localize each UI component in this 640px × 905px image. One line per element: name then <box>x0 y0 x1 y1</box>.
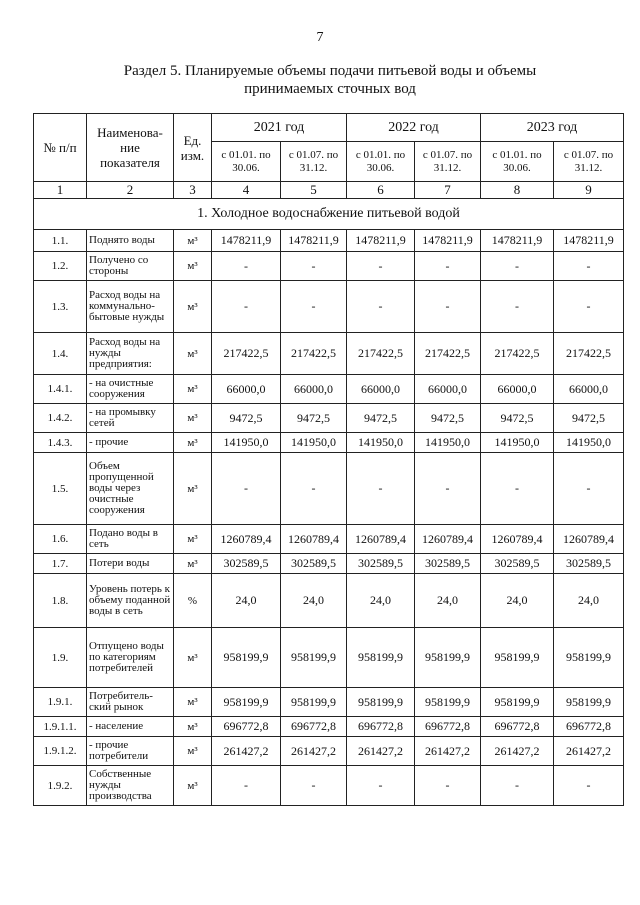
header-period: с 01.07. по 31.12. <box>554 142 624 182</box>
row-value: 261427,2 <box>481 737 554 766</box>
row-value: 1260789,4 <box>415 525 481 554</box>
row-code: 1.9.1. <box>34 688 87 717</box>
row-value: 958199,9 <box>347 628 415 688</box>
row-unit: м³ <box>174 525 212 554</box>
row-value: - <box>347 252 415 281</box>
row-name: Поднято воды <box>87 230 174 252</box>
row-value: 958199,9 <box>281 628 347 688</box>
row-value: 66000,0 <box>212 375 281 404</box>
row-name: Расход воды на нужды предприятия: <box>87 333 174 375</box>
row-name: - население <box>87 717 174 737</box>
row-unit: м³ <box>174 453 212 525</box>
column-number: 8 <box>481 182 554 199</box>
row-value: 958199,9 <box>212 628 281 688</box>
column-number: 9 <box>554 182 624 199</box>
row-value: - <box>415 453 481 525</box>
planning-table <box>33 113 624 806</box>
row-name: - прочие потребители <box>87 737 174 766</box>
row-value: 1478211,9 <box>554 230 624 252</box>
row-code: 1.5. <box>34 453 87 525</box>
column-number: 5 <box>281 182 347 199</box>
row-value: 217422,5 <box>347 333 415 375</box>
header-year-2023: 2023 год <box>481 114 624 142</box>
row-value: 24,0 <box>347 574 415 628</box>
row-value: 958199,9 <box>212 688 281 717</box>
table-row <box>34 230 624 252</box>
row-value: 261427,2 <box>415 737 481 766</box>
row-unit: м³ <box>174 252 212 281</box>
row-value: 217422,5 <box>481 333 554 375</box>
row-code: 1.7. <box>34 554 87 574</box>
table-row <box>34 717 624 737</box>
table-row <box>34 525 624 554</box>
header-col-unit: Ед. изм. <box>174 114 212 182</box>
row-value: - <box>212 766 281 806</box>
row-value: 9472,5 <box>281 404 347 433</box>
row-value: 141950,0 <box>554 433 624 453</box>
table-row <box>34 453 624 525</box>
row-code: 1.9. <box>34 628 87 688</box>
row-value: 958199,9 <box>347 688 415 717</box>
row-code: 1.9.1.1. <box>34 717 87 737</box>
row-value: 1478211,9 <box>281 230 347 252</box>
row-value: - <box>281 453 347 525</box>
row-value: 24,0 <box>281 574 347 628</box>
header-period: с 01.01. по 30.06. <box>347 142 415 182</box>
row-value: 141950,0 <box>281 433 347 453</box>
row-value: 66000,0 <box>554 375 624 404</box>
table-row <box>34 737 624 766</box>
row-value: 141950,0 <box>212 433 281 453</box>
row-value: 261427,2 <box>554 737 624 766</box>
row-value: 958199,9 <box>281 688 347 717</box>
row-value: 66000,0 <box>281 375 347 404</box>
row-value: - <box>212 453 281 525</box>
row-code: 1.8. <box>34 574 87 628</box>
page-title <box>60 62 600 98</box>
row-value: 696772,8 <box>212 717 281 737</box>
row-unit: м³ <box>174 554 212 574</box>
row-value: 1260789,4 <box>347 525 415 554</box>
column-number: 4 <box>212 182 281 199</box>
table-body <box>34 199 624 806</box>
table-row <box>34 404 624 433</box>
header-year-2021: 2021 год <box>212 114 347 142</box>
row-unit: м³ <box>174 688 212 717</box>
row-value: - <box>347 766 415 806</box>
row-unit: м³ <box>174 375 212 404</box>
row-unit: м³ <box>174 717 212 737</box>
row-value: - <box>281 252 347 281</box>
row-value: 9472,5 <box>554 404 624 433</box>
row-value: 217422,5 <box>554 333 624 375</box>
title-line-1: Раздел 5. Планируемые объемы подачи питьевой воды и объемы <box>123 63 537 79</box>
table-row <box>34 688 624 717</box>
row-value: 66000,0 <box>347 375 415 404</box>
row-value: 141950,0 <box>481 433 554 453</box>
row-name: - на очистные сооружения <box>87 375 174 404</box>
column-number: 2 <box>87 182 174 199</box>
table-row <box>34 628 624 688</box>
column-number: 7 <box>415 182 481 199</box>
row-code: 1.9.1.2. <box>34 737 87 766</box>
column-number: 3 <box>174 182 212 199</box>
row-value: - <box>481 281 554 333</box>
row-value: 1260789,4 <box>212 525 281 554</box>
row-value: 217422,5 <box>281 333 347 375</box>
row-name: - на промывку сетей <box>87 404 174 433</box>
row-value: 958199,9 <box>415 628 481 688</box>
row-value: 217422,5 <box>212 333 281 375</box>
row-value: 1478211,9 <box>212 230 281 252</box>
table-row <box>34 252 624 281</box>
row-value: 1260789,4 <box>481 525 554 554</box>
row-value: 24,0 <box>415 574 481 628</box>
row-value: 958199,9 <box>481 688 554 717</box>
row-value: 1478211,9 <box>415 230 481 252</box>
table-row <box>34 766 624 806</box>
row-value: 24,0 <box>554 574 624 628</box>
row-value: - <box>481 252 554 281</box>
row-code: 1.6. <box>34 525 87 554</box>
row-code: 1.4. <box>34 333 87 375</box>
table-row <box>34 574 624 628</box>
header-year-2022: 2022 год <box>347 114 481 142</box>
row-value: 217422,5 <box>415 333 481 375</box>
row-value: 66000,0 <box>481 375 554 404</box>
row-name: Объем пропущенной воды через очистные сооружения <box>87 453 174 525</box>
row-code: 1.4.1. <box>34 375 87 404</box>
row-value: 261427,2 <box>281 737 347 766</box>
row-value: 9472,5 <box>347 404 415 433</box>
row-name: Получено со стороны <box>87 252 174 281</box>
page-number: 7 <box>316 30 324 45</box>
row-value: 66000,0 <box>415 375 481 404</box>
row-value: - <box>212 281 281 333</box>
table-row <box>34 554 624 574</box>
column-number: 6 <box>347 182 415 199</box>
row-code: 1.3. <box>34 281 87 333</box>
row-value: 302589,5 <box>212 554 281 574</box>
row-value: 696772,8 <box>481 717 554 737</box>
row-name: Подано воды в сеть <box>87 525 174 554</box>
table-row <box>34 333 624 375</box>
row-value: 302589,5 <box>415 554 481 574</box>
row-value: 302589,5 <box>347 554 415 574</box>
header-col-name: Наименова-ние показателя <box>87 114 174 182</box>
row-value: 302589,5 <box>554 554 624 574</box>
row-unit: м³ <box>174 628 212 688</box>
row-value: 1478211,9 <box>481 230 554 252</box>
row-name: Потери воды <box>87 554 174 574</box>
row-unit: м³ <box>174 433 212 453</box>
row-value: 141950,0 <box>415 433 481 453</box>
column-number: 1 <box>34 182 87 199</box>
row-unit: % <box>174 574 212 628</box>
table-row <box>34 281 624 333</box>
row-value: - <box>281 766 347 806</box>
row-value: 958199,9 <box>554 628 624 688</box>
row-value: 261427,2 <box>347 737 415 766</box>
row-code: 1.2. <box>34 252 87 281</box>
row-code: 1.9.2. <box>34 766 87 806</box>
row-name: Уровень потерь к объему поданной воды в сеть <box>87 574 174 628</box>
row-value: - <box>212 252 281 281</box>
row-value: 261427,2 <box>212 737 281 766</box>
table-row <box>34 433 624 453</box>
row-value: - <box>481 453 554 525</box>
row-value: - <box>554 281 624 333</box>
header-period: с 01.01. по 30.06. <box>481 142 554 182</box>
row-value: 141950,0 <box>347 433 415 453</box>
row-value: 24,0 <box>481 574 554 628</box>
row-unit: м³ <box>174 230 212 252</box>
row-name: Собственные нужды производства <box>87 766 174 806</box>
row-value: 9472,5 <box>481 404 554 433</box>
row-value: 958199,9 <box>554 688 624 717</box>
row-value: 958199,9 <box>481 628 554 688</box>
row-value: - <box>554 252 624 281</box>
row-code: 1.4.3. <box>34 433 87 453</box>
row-unit: м³ <box>174 333 212 375</box>
row-code: 1.4.2. <box>34 404 87 433</box>
row-unit: м³ <box>174 766 212 806</box>
row-value: 302589,5 <box>481 554 554 574</box>
header-period: с 01.01. по 30.06. <box>212 142 281 182</box>
row-value: 302589,5 <box>281 554 347 574</box>
row-code: 1.1. <box>34 230 87 252</box>
row-value: 696772,8 <box>415 717 481 737</box>
section-title: 1. Холодное водоснабжение питьевой водой <box>34 199 624 230</box>
row-value: - <box>415 766 481 806</box>
row-value: 696772,8 <box>554 717 624 737</box>
row-unit: м³ <box>174 737 212 766</box>
table-row <box>34 375 624 404</box>
row-value: 696772,8 <box>347 717 415 737</box>
header-col-num: № п/п <box>34 114 87 182</box>
header-period: с 01.07. по 31.12. <box>415 142 481 182</box>
row-value: - <box>554 453 624 525</box>
row-value: 1260789,4 <box>281 525 347 554</box>
row-value: - <box>415 252 481 281</box>
row-value: - <box>347 281 415 333</box>
row-value: 9472,5 <box>212 404 281 433</box>
row-value: 9472,5 <box>415 404 481 433</box>
row-value: - <box>281 281 347 333</box>
row-unit: м³ <box>174 281 212 333</box>
row-value: - <box>347 453 415 525</box>
title-line-2: принимаемых сточных вод <box>244 81 416 97</box>
row-value: - <box>554 766 624 806</box>
row-value: 958199,9 <box>415 688 481 717</box>
row-value: 696772,8 <box>281 717 347 737</box>
row-name: Отпущено воды по категориям потребителей <box>87 628 174 688</box>
row-name: Расход воды на коммунально-бытовые нужды <box>87 281 174 333</box>
row-unit: м³ <box>174 404 212 433</box>
row-value: 24,0 <box>212 574 281 628</box>
row-value: - <box>481 766 554 806</box>
header-period: с 01.07. по 31.12. <box>281 142 347 182</box>
row-value: 1260789,4 <box>554 525 624 554</box>
row-value: 1478211,9 <box>347 230 415 252</box>
row-name: Потребитель-ский рынок <box>87 688 174 717</box>
row-value: - <box>415 281 481 333</box>
row-name: - прочие <box>87 433 174 453</box>
